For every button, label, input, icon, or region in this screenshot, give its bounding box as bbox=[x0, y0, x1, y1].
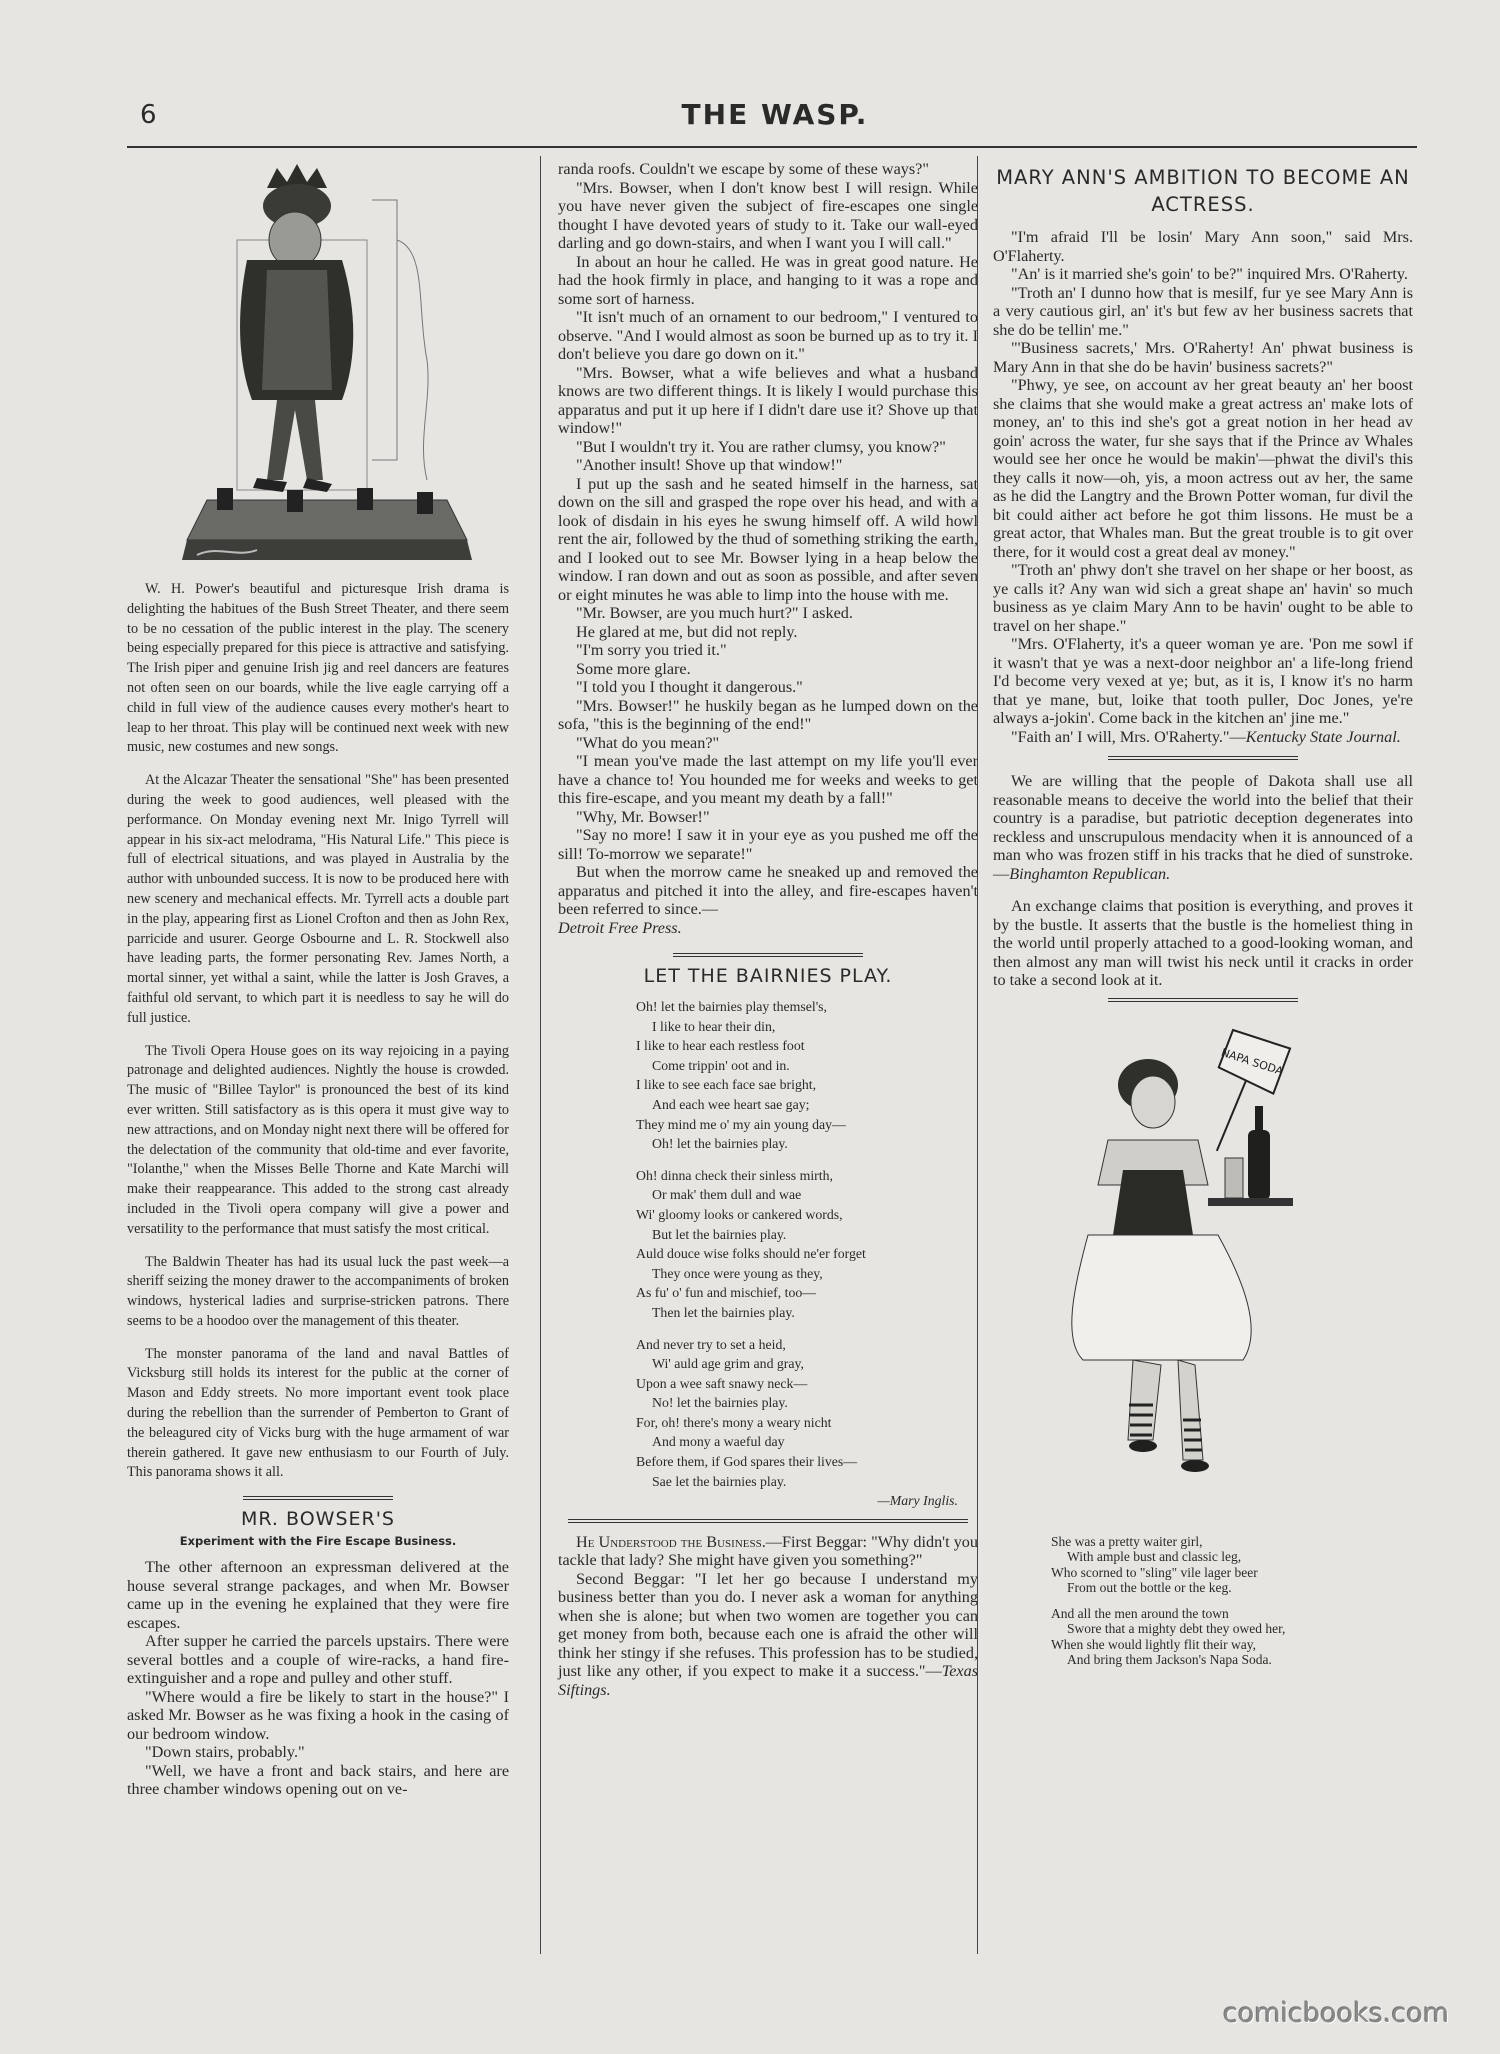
column-1 bbox=[127, 160, 509, 1799]
tivoli-paragraph: The Tivoli Opera House goes on its way rejoicing in a paying patronage and delighted audiences. Nightly the house is crowded. The music of "Billee Taylor" is pronounced the best of its kind ever written. Still satisfactory as is this opera it must give way to new attractions, and on Monday night next there will be offered for the delectation of the community that old-time and ever favorite, "Iolanthe," when the Misses Belle Thorne and Kate Marchi will make their reappearance. This added to the strong cast already included in the Tivoli opera company will give a power and versatility to the performance that must satisfy the most critical. bbox=[127, 1042, 509, 1237]
caption-line: And bring them Jackson's Napa Soda. bbox=[1067, 1652, 1272, 1667]
masthead bbox=[130, 98, 1420, 138]
bowser-continuation-paragraph: "Why, Mr. Bowser!" bbox=[576, 807, 710, 826]
watermark: comicbooks.com bbox=[1223, 1998, 1450, 2029]
poem-line: I like to see each face sae bright, bbox=[636, 1077, 817, 1093]
mary-ann-paragraph bbox=[993, 228, 1413, 265]
mary-ann-paragraph-text: "I'm afraid I'll be losin' Mary Ann soon," said Mrs. O'Flaherty. bbox=[993, 228, 1413, 265]
bowser-continuation-paragraph: "It isn't much of an ornament to our bedroom," I ventured to observe. "And I would almost as soon be burned up as to try it. I don't believe you dare go down on it." bbox=[558, 308, 978, 363]
bowser-subhead: Experiment with the Fire Escape Business. bbox=[179, 1534, 457, 1549]
poem-line: And each wee heart sae gay; bbox=[652, 1096, 810, 1112]
bowser-continuation-paragraph: He glared at me, but did not reply. bbox=[576, 622, 798, 641]
mary-ann-story bbox=[993, 228, 1413, 746]
poem-line: Then let the bairnies play. bbox=[652, 1304, 795, 1320]
dakota-paragraph: We are willing that the people of Dakota shall use all reasonable means to deceive the world into the belief that their country is a paradise, but patriotic deception degenerates into reckless and unscrupulous mendacity when it is announced of a man who was frozen stiff in his tracks that he died of sunstroke.— bbox=[993, 772, 1413, 883]
mary-ann-paragraph bbox=[993, 265, 1413, 284]
poem-line: I like to hear each restless foot bbox=[636, 1038, 805, 1054]
mary-ann-paragraph-text: "An' is it married she's goin' to be?" inquired Mrs. O'Raherty. bbox=[1011, 265, 1408, 283]
poem-line: Sae let the bairnies play. bbox=[652, 1473, 787, 1489]
poem-line: Before them, if God spares their lives— bbox=[636, 1454, 858, 1470]
baldwin-paragraph: The Baldwin Theater has had its usual luck the past week—a sheriff seizing the money drawer to the accompaniments of broken windows, hysterical ladies and surprise-stricken patrons. There seems to be a hoodoo over the management of this theater. bbox=[127, 1253, 509, 1329]
separator-rule bbox=[1108, 756, 1298, 760]
bowser-continuation-paragraph: In about an hour he called. He was in great good nature. He had the hook firmly in place, and hanging to it was a rope and some sort of harness. bbox=[558, 252, 978, 308]
bowser-continuation-paragraph: "I told you I thought it dangerous." bbox=[576, 678, 803, 696]
mary-ann-paragraph-text: "Phwy, ye see, on account av her great beauty an' her boost she claims that she would make a great actress an' make lots of money, an' to this ind she's got a great notion in her head av goin' across the water, fur she says that if the Prince av Whales would see her once he would be makin'—phwat the divil's this they calls it now—oh, yis, a moon actress out av her, the same as he did the Langtry and the Brown Potter woman, fur divil the bit could aither act before he got thim lissons. He must be a great actor, that Whales man. But the great trouble is to git over there, for it would cost a great deal av money." bbox=[993, 376, 1413, 561]
ad-caption bbox=[993, 1534, 1413, 1668]
napa-soda-ad bbox=[993, 1010, 1413, 1540]
bowser-continuation-paragraph: "Mr. Bowser, are you much hurt?" I asked. bbox=[576, 604, 853, 622]
bowser-continuation-paragraph: But when the morrow came he sneaked up and removed the apparatus and pitched it into the alley, and fire-escapes haven't been referred to since.— bbox=[558, 863, 978, 918]
caption-line: Who scorned to "sling" vile lager beer bbox=[1051, 1564, 1258, 1580]
caption-line: From out the bottle or the keg. bbox=[1067, 1580, 1232, 1595]
poem-line: No! let the bairnies play. bbox=[652, 1395, 788, 1411]
column-2 bbox=[558, 160, 978, 1699]
alcazar-paragraph: At the Alcazar Theater the sensational "She" has been presented during the week to good audiences, well pleased with the performance. On Monday evening next Mr. Inigo Tyrrell will appear in his six-act melodrama, "His Natural Life." This piece is full of electrical situations, and was played in Australia by the author with unbounded success. It is now to be produced here with new scenery and mechanical effects. Mr. Tyrrell acts a double part in the play, appearing first as Lionel Crofton and then as John Rex, parricide and usurer. George Osbourne and L. R. Stockwell also have leading parts, the former personating Rev. James North, a mortal sinner, yet withal a saint, while the latter is Josh Graves, a faithful old servant, to which part it is needless to say he will do full justice. bbox=[127, 772, 509, 1026]
caption-line: When she would lightly flit their way, bbox=[1051, 1636, 1256, 1652]
panorama-paragraph: The monster panorama of the land and naval Battles of Vicksburg still holds its interest for the public at the corner of Mason and Eddy streets. No more important event took place during the rebellion than the surrender of Pemberton to Grant of the beleagured city of Vicks burg with the huge armament of war therein gathered. It gave new enthusiasm to our Fourth of July. This panorama shows it all. bbox=[127, 1345, 509, 1481]
bowser-credit: Detroit Free Press. bbox=[558, 918, 682, 937]
bowser-continuation-paragraph: "Say no more! I saw it in your eye as you pushed me off the sill! To-morrow we separate!" bbox=[558, 826, 978, 863]
beggar-lead: He Understood the Business. bbox=[576, 1532, 766, 1551]
caption-line: And all the men around the town bbox=[1051, 1605, 1229, 1621]
poem-line: Wi' gloomy looks or cankered words, bbox=[636, 1206, 843, 1222]
bairnies-poem bbox=[558, 997, 978, 1491]
beggar-paragraph: Second Beggar: "I let her go because I understand my business better than you do. I never ask a woman for anything when she is alone; but when two women are together you can get money from both, because each one is afraid the other will think her stingy if she refuses. This profession has to be studied, just like any other, if you expect to make it a success."— bbox=[558, 1569, 978, 1681]
bowser-continuation bbox=[558, 160, 978, 919]
king-illustration-image bbox=[127, 160, 509, 565]
bustle-paragraph: An exchange claims that position is everything, and proves it by the bustle. It asserts that the bustle is the homeliest thing in the world until properly attached to a good-looking woman, and then almost any man will twist his neck until it cracks in order to take a second look at it. bbox=[993, 897, 1413, 989]
mary-ann-paragraph-text: "Mrs. O'Flaherty, it's a queer woman ye are. 'Pon me sowl if it wasn't that ye was a next-door neighbor an' a life-long friend I'd become very vexed at ye; but, as it is, I know it's no harm that ye mane, but, loike that tooth puller, Doc Jones, ye're always a-jokin'. Come back in the kitchen an' jine me." bbox=[993, 635, 1413, 727]
poem-line: As fu' o' fun and mischief, too— bbox=[636, 1285, 817, 1301]
separator-rule bbox=[1108, 998, 1298, 1002]
bowser-paragraph: "Where would a fire be likely to start in the house?" I asked Mr. Bowser as he was fixing a hook in the casing of our bedroom window. bbox=[127, 1687, 509, 1743]
poem-line: Auld douce wise folks should ne'er forget bbox=[636, 1246, 866, 1262]
bowser-continuation-paragraph: "Mrs. Bowser!" he huskily began as he lumped down on the sofa, "this is the beginning of the end!" bbox=[558, 696, 978, 733]
poem-line: Or mak' them dull and wae bbox=[652, 1187, 802, 1203]
poem-line: Oh! let the bairnies play themsel's, bbox=[636, 999, 827, 1014]
mary-ann-paragraph bbox=[993, 339, 1413, 376]
poem-stanza bbox=[636, 1335, 978, 1492]
mary-ann-paragraph bbox=[993, 635, 1413, 728]
poem-line: And never try to set a heid, bbox=[636, 1336, 786, 1352]
bowser-continuation-paragraph: "I'm sorry you tried it." bbox=[576, 641, 727, 659]
poem-line: Oh! let the bairnies play. bbox=[652, 1136, 788, 1152]
caption-line: With ample bust and classic leg, bbox=[1067, 1549, 1242, 1564]
bush-street-paragraph: W. H. Power's beautiful and picturesque Irish drama is delighting the habitues of the Bush Street Theater, and there seem to be no cessation of the public interest in the play. The scenery being especially prepared for this piece is attractive and satisfying. The Irish piper and genuine Irish jig and reel dancers are features not often seen on our boards, while the live eagle carrying off a child in full view of the audience causes every mother's heart to leap to her throat. This play will be continued next week with new music, new costumes and new songs. bbox=[127, 581, 509, 756]
caption-line: She was a pretty waiter girl, bbox=[1051, 1533, 1203, 1549]
bowser-headline: MR. BOWSER'S bbox=[241, 1508, 395, 1531]
mary-ann-paragraph-text: "Troth an' phwy don't she travel on her shape or her boost, as ye calls it? Any wan wid sich a great shape an' havin' so much business as ye claim Mary Ann to be havin' ought to be able to travel on her shape." bbox=[993, 561, 1413, 635]
beggar-credit: Texas Siftings. bbox=[558, 1662, 978, 1699]
poem-stanza bbox=[636, 1166, 978, 1323]
mary-ann-paragraph bbox=[993, 376, 1413, 561]
poem-line: For, oh! there's mony a weary nicht bbox=[636, 1414, 832, 1430]
masthead-rule bbox=[127, 146, 1417, 148]
waiter-girl-illustration bbox=[993, 1010, 1413, 1535]
page-number: 6 bbox=[140, 100, 157, 130]
bowser-continuation-paragraph: Some more glare. bbox=[576, 659, 691, 678]
poem-stanza bbox=[636, 997, 978, 1154]
poem-line: But let the bairnies play. bbox=[652, 1226, 787, 1242]
poem-line: Oh! dinna check their sinless mirth, bbox=[636, 1167, 833, 1183]
paper-title: THE WASP. bbox=[681, 98, 869, 131]
sign-text: NAPA SODA bbox=[1219, 1045, 1285, 1078]
mary-ann-paragraph-text: "Troth an' I dunno how that is mesilf, fur ye see Mary Ann is a very cautious girl, an' it's but few av her business sacrets that she do be tellin' me." bbox=[993, 283, 1413, 339]
caption-stanza bbox=[1051, 1606, 1413, 1668]
bowser-continuation-paragraph: "But I wouldn't try it. You are rather clumsy, you know?" bbox=[576, 437, 946, 456]
bairnies-headline: LET THE BAIRNIES PLAY. bbox=[643, 965, 893, 987]
caption-line: Swore that a mighty debt they owed her, bbox=[1067, 1621, 1286, 1636]
mary-ann-paragraph bbox=[993, 561, 1413, 635]
column-3 bbox=[993, 160, 1413, 1678]
mary-ann-paragraph-text: "'Business sacrets,' Mrs. O'Raherty! An' phwat business is Mary Ann in that she do be havin' business sacrets?" bbox=[993, 339, 1413, 376]
dakota-credit: Binghamton Republican. bbox=[1009, 864, 1171, 883]
bairnies-credit: —Mary Inglis. bbox=[877, 1493, 958, 1509]
bowser-continuation-paragraph: "I mean you've made the last attempt on my life you'll ever have a chance to! You hounded me for weeks and weeks to get this fire-escape, and you meant my death by a fall!" bbox=[558, 752, 978, 807]
poem-line: Upon a wee saft snawy neck— bbox=[636, 1375, 808, 1391]
bowser-continuation-paragraph: "Mrs. Bowser, when I don't know best I will resign. While you have never given the subject of fire-escapes one single thought I have devoted years of study to it. Take our wall-eyed darling and go down-stairs, and when I want you I will call." bbox=[558, 178, 978, 252]
bowser-continuation-paragraph: randa roofs. Couldn't we escape by some of these ways?" bbox=[558, 160, 929, 178]
beggar-text: —First Beggar: "Why didn't you tackle that lady? She might have given you something?" bbox=[558, 1532, 978, 1570]
column-divider-1 bbox=[540, 156, 541, 1954]
mary-ann-credit: Kentucky State Journal. bbox=[1245, 727, 1401, 746]
separator-rule bbox=[243, 1496, 393, 1500]
bowser-paragraph: "Down stairs, probably." bbox=[145, 1743, 305, 1762]
poem-line: And mony a waeful day bbox=[652, 1434, 785, 1450]
bowser-continuation-paragraph: "What do you mean?" bbox=[576, 733, 720, 752]
mary-ann-headline: MARY ANN'S AMBITION TO BECOME AN ACTRESS. bbox=[996, 166, 1410, 216]
mary-ann-paragraph bbox=[993, 728, 1413, 747]
bowser-paragraph: The other afternoon an expressman delivered at the house several strange packages, and when Mr. Bowser came up in the evening he explained that they were fire escapes. bbox=[127, 1558, 509, 1632]
bowser-continuation-paragraph: "Mrs. Bowser, what a wife believes and what a husband knows are two different things. It is likely I would purchase this apparatus and put it up here if I didn't dare use it? Shove up that window!" bbox=[558, 363, 978, 437]
bowser-continuation-paragraph: "Another insult! Shove up that window!" bbox=[576, 456, 843, 474]
bowser-continuation-paragraph: I put up the sash and he seated himself in the harness, sat down on the sill and grasped the rope over his head, and with a look of disdain in his eyes he swung himself off. A wild howl rent the air, followed by the thud of something striking the earth, and I looked out to see Mr. Bowser lying in a heap below the window. I ran down and out as soon as possible, and after seven or eight minutes he was able to limp into the house with me. bbox=[558, 474, 978, 604]
poem-line: Come trippin' oot and in. bbox=[652, 1057, 790, 1073]
separator-rule bbox=[673, 953, 863, 957]
bowser-paragraph: After supper he carried the parcels upstairs. There were several bottles and a couple of wire-racks, a hand fire-extinguisher and a rope and pulley and other stuff. bbox=[127, 1632, 509, 1688]
separator-rule bbox=[568, 1519, 968, 1523]
poem-line: Wi' auld age grim and gray, bbox=[652, 1356, 804, 1372]
poem-line: They once were young as they, bbox=[652, 1265, 823, 1281]
caption-stanza bbox=[1051, 1534, 1413, 1596]
poem-line: They mind me o' my ain young day— bbox=[636, 1116, 846, 1132]
poem-line: I like to hear their din, bbox=[652, 1018, 776, 1034]
illustration-king bbox=[127, 160, 509, 570]
bowser-paragraph: "Well, we have a front and back stairs, and here are three chamber windows opening out on ve- bbox=[127, 1761, 509, 1799]
mary-ann-paragraph bbox=[993, 284, 1413, 340]
mary-ann-paragraph-text: "Faith an' I will, Mrs. O'Raherty."— bbox=[1011, 727, 1246, 746]
